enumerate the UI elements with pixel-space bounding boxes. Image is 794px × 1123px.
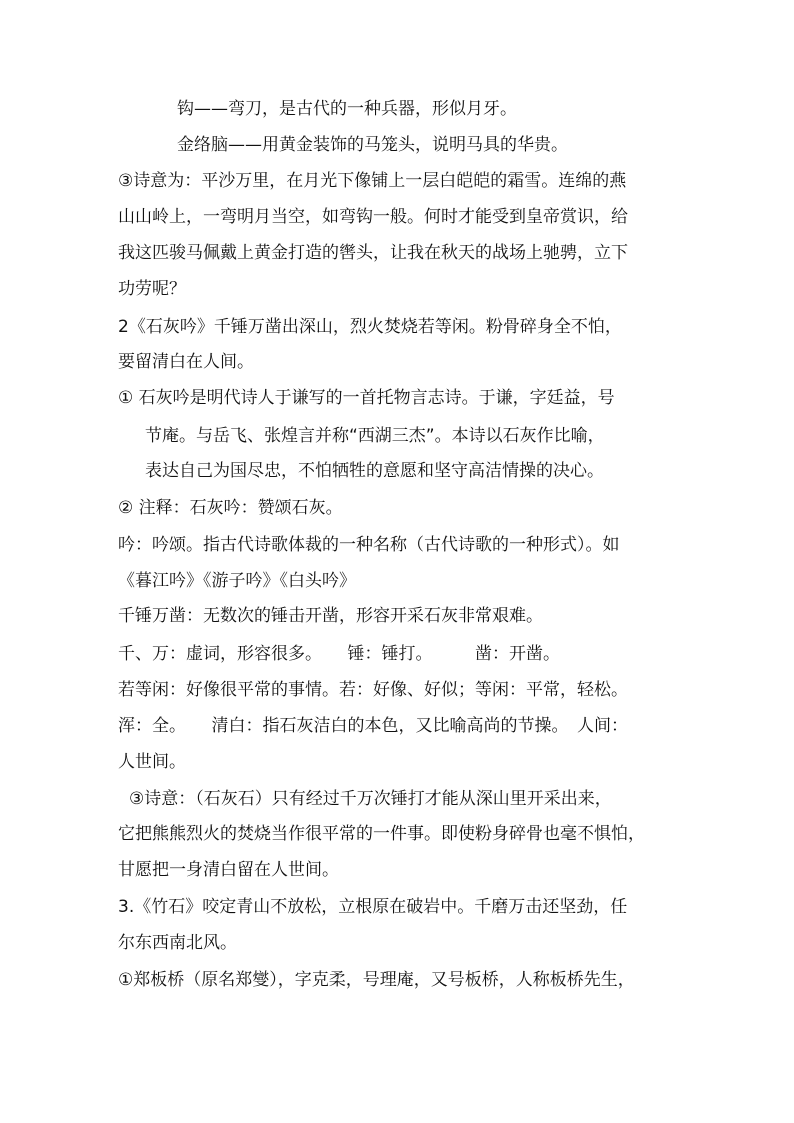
text-line: 金络脑——用黄金装饰的马笼头，说明马具的华贵。 — [177, 135, 568, 155]
text-line: 浑：全。 清白：指石灰洁白的本色，又比喻高尚的节操。 人间： — [118, 716, 628, 736]
text-line: 山山岭上，一弯明月当空，如弯钩一般。何时才能受到皇帝赏识，给 — [118, 207, 628, 227]
text-line: 功劳呢？ — [118, 279, 186, 299]
text-line: ② 注释：石灰吟：赞颂石灰。 — [118, 498, 343, 518]
text-line: 2《石灰吟》千锤万凿出深山，烈火焚烧若等闲。粉骨碎身全不怕， — [118, 317, 622, 337]
text-line: 我这匹骏马佩戴上黄金打造的辔头，让我在秋天的战场上驰骋，立下 — [118, 243, 628, 263]
text-line: 千、万：虚词，形容很多。 锤：锤打。 凿：开凿。 — [118, 644, 560, 664]
text-line: 钩——弯刀，是古代的一种兵器，形似月牙。 — [177, 99, 517, 119]
text-line: 千锤万凿：无数次的锤击开凿，形容开采石灰非常艰难。 — [118, 606, 543, 626]
text-line: ① 石灰吟是明代诗人于谦写的一首托物言志诗。于谦，字廷益，号 — [118, 388, 615, 408]
text-line: 人世间。 — [118, 752, 186, 772]
text-line: 若等闲：好像很平常的事情。若：好像、好似；等闲：平常，轻松。 — [118, 680, 628, 700]
text-line: 《暮江吟》《游子吟》《白头吟》 — [118, 571, 356, 591]
text-line: 表达自己为国尽忠，不怕牺牲的意愿和坚守高洁情操的决心。 — [145, 461, 604, 481]
text-line: ③诗意为：平沙万里，在月光下像铺上一层白皑皑的霜雪。连绵的燕 — [118, 171, 627, 191]
text-line: ③诗意：（石灰石）只有经过千万次锤打才能从深山里开采出来， — [129, 789, 612, 809]
text-line: 3.《竹石》咬定青山不放松，立根原在破岩中。千磨万击还坚劲，任 — [118, 897, 628, 917]
text-line: 节庵。与岳飞、张煌言并称“西湖三杰”。本诗以石灰作比喻， — [145, 426, 605, 446]
text-line: 要留清白在人间。 — [118, 352, 254, 372]
text-line: 它把熊熊烈火的焚烧当作很平常的一件事。即使粉身碎骨也毫不惧怕， — [118, 824, 645, 844]
text-line: 甘愿把一身清白留在人世间。 — [118, 860, 339, 880]
text-line: ①郑板桥（原名郑燮），字克柔，号理庵，又号板桥，人称板桥先生， — [118, 970, 635, 990]
text-line: 吟：吟颂。指古代诗歌体裁的一种名称（古代诗歌的一种形式）。如 — [118, 535, 620, 555]
text-line: 尔东西南北风。 — [118, 933, 237, 953]
